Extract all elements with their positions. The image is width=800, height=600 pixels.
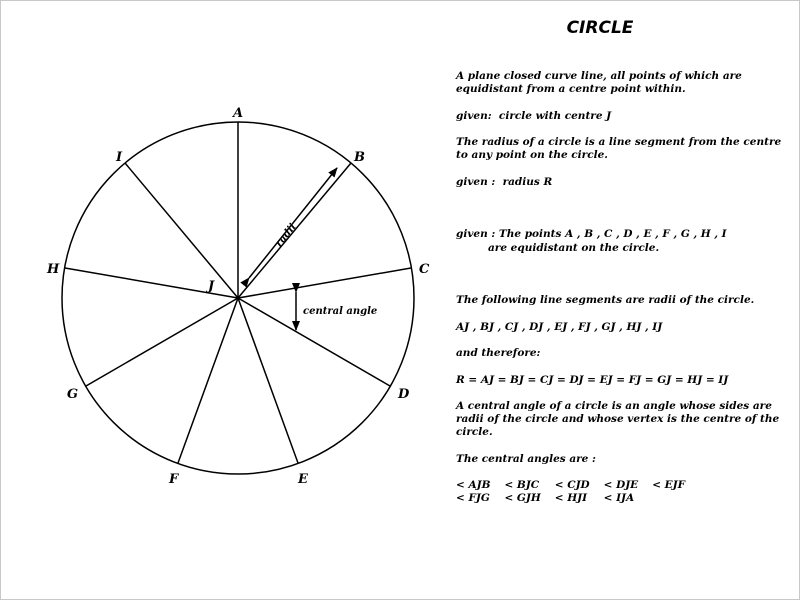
text-panel (456, 70, 791, 506)
angle-item: < FJG (456, 492, 490, 505)
radius-jf (178, 298, 238, 463)
point-label-g: G (67, 387, 79, 402)
central-angle-label: central angle (303, 306, 378, 317)
given-points-line-1: given : The points A , B , C , D , E , F , G , H , I (456, 228, 727, 241)
radius-jg (86, 298, 238, 386)
point-label-h: H (47, 262, 60, 277)
angle-item: < HJI (554, 492, 588, 505)
given-circle-text: given: circle with centre J (456, 109, 612, 122)
therefore-text: and therefore: (456, 347, 541, 360)
given-points-line-2: are equidistant on the circle. (488, 241, 660, 254)
angle-item: < AJB (456, 479, 491, 492)
radius-ji (125, 163, 238, 298)
page-title: CIRCLE (566, 18, 634, 38)
angle-item: < BJC (504, 479, 540, 492)
angle-item: < DJE (603, 479, 639, 492)
segments-intro-text: The following line segments are radii of the circle. (456, 294, 755, 307)
radius-definition-text: The radius of a circle is a line segment from the centre to any point on the circle. (456, 135, 785, 162)
angle-item: < EJF (652, 479, 686, 492)
point-label-f: F (169, 472, 179, 487)
point-label-j: J (208, 279, 215, 294)
radii-label: radii (273, 221, 299, 250)
angles-intro-text: The central angles are : (456, 452, 596, 465)
radius-je (238, 298, 298, 463)
radius-jc (238, 268, 411, 298)
point-label-a: A (233, 106, 244, 121)
angle-item: < GJH (504, 492, 541, 505)
point-label-i: I (116, 150, 123, 165)
central-angle-definition-text: A central angle of a circle is an angle whose sides are radii of the circle and whose vertex is the centre of the circle. (456, 399, 783, 439)
angle-item: < CJD (554, 479, 590, 492)
point-label-b: B (354, 150, 365, 165)
definition-text: A plane closed curve line, all points of which are equidistant from a centre point within. (456, 70, 746, 96)
given-radius-text: given : radius R (456, 175, 553, 188)
radius-equation-text: R = AJ = BJ = CJ = DJ = EJ = FJ = GJ = HJ = IJ (456, 373, 729, 386)
point-label-c: C (419, 262, 430, 277)
point-label-e: E (298, 472, 308, 487)
given-points-block (456, 202, 791, 281)
segments-list-text: AJ , BJ , CJ , DJ , EJ , FJ , GJ , HJ , IJ (456, 320, 663, 333)
angle-item: < IJA (603, 492, 635, 505)
point-label-d: D (398, 387, 410, 402)
radii-arrow (249, 168, 337, 278)
central-angles-list (456, 479, 791, 505)
